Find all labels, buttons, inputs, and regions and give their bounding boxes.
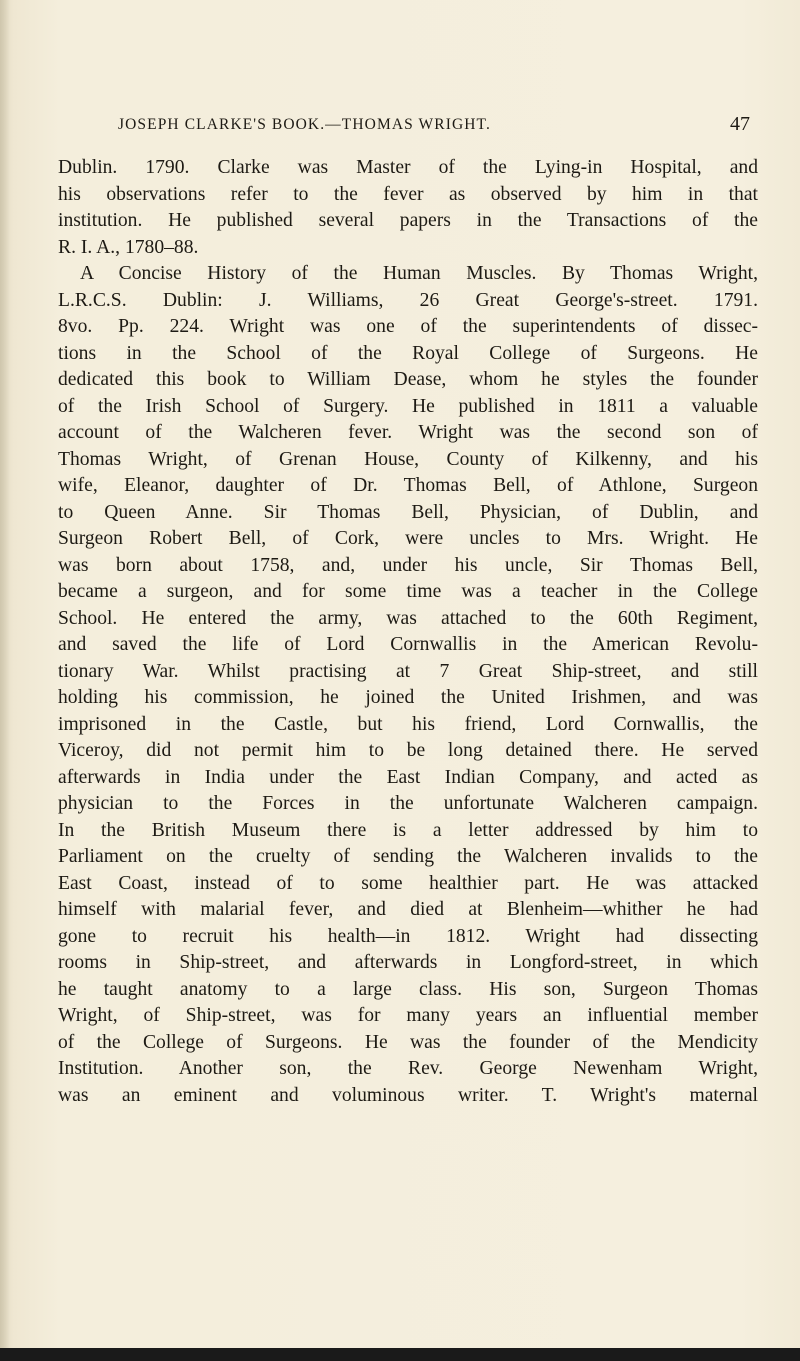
text-line: In the British Museum there is a letter addressed by him to	[58, 819, 758, 841]
text-line: School. He entered the army, was attached to the 60th Regiment,	[58, 607, 758, 629]
text-line: he taught anatomy to a large class. His son, Surgeon Thomas	[58, 978, 758, 1000]
text-line: gone to recruit his health—in 1812. Wright had dissecting	[58, 925, 758, 947]
text-line: Dublin. 1790. Clarke was Master of the Lying-in Hospital, and	[58, 157, 758, 178]
text-line: A Concise History of the Human Muscles. By Thomas Wright,	[80, 263, 758, 284]
text-line: became a surgeon, and for some time was a teacher in the College	[58, 581, 758, 602]
text-line: afterwards in India under the East Indian Company, and acted as	[58, 766, 758, 788]
text-line: of the College of Surgeons. He was the founder of the Mendicity	[58, 1031, 758, 1053]
text-line: was born about 1758, and, under his uncle, Sir Thomas Bell,	[58, 554, 758, 576]
running-title: JOSEPH CLARKE'S BOOK.—THOMAS WRIGHT.	[118, 116, 491, 133]
running-head	[118, 113, 750, 140]
text-line: holding his commission, he joined the United Irishmen, and was	[58, 687, 758, 708]
text-line: 8vo. Pp. 224. Wright was one of the superintendents of dissec-	[58, 316, 758, 337]
text-line: R. I. A., 1780–88.	[58, 236, 199, 258]
text-line: dedicated this book to William Dease, whom he styles the founder	[58, 369, 758, 390]
text-line: institution. He published several papers in the Transactions of the	[58, 210, 758, 231]
text-line: was an eminent and voluminous writer. T. Wright's maternal	[58, 1084, 758, 1106]
body-text	[58, 155, 758, 1109]
text-line: Thomas Wright, of Grenan House, County of Kilkenny, and his	[58, 448, 758, 470]
text-line: Parliament on the cruelty of sending the Walcheren invalids to the	[58, 846, 758, 867]
text-line: Institution. Another son, the Rev. George Newenham Wright,	[58, 1058, 758, 1079]
text-line: of the Irish School of Surgery. He published in 1811 a valuable	[58, 395, 758, 417]
text-line: account of the Walcheren fever. Wright was the second son of	[58, 422, 758, 443]
text-line: and saved the life of Lord Cornwallis in the American Revolu-	[58, 634, 758, 655]
text-line: East Coast, instead of to some healthier part. He was attacked	[58, 872, 758, 894]
text-line: L.R.C.S. Dublin: J. Williams, 26 Great George's-street. 1791.	[58, 289, 758, 311]
text-line: Surgeon Robert Bell, of Cork, were uncles to Mrs. Wright. He	[58, 528, 758, 549]
text-line: his observations refer to the fever as observed by him in that	[58, 183, 758, 205]
text-line: Wright, of Ship-street, was for many years an influential member	[58, 1005, 758, 1026]
text-line: to Queen Anne. Sir Thomas Bell, Physician, of Dublin, and	[58, 501, 758, 523]
bottom-scan-edge	[0, 1348, 800, 1361]
text-line: Viceroy, did not permit him to be long detained there. He served	[58, 740, 758, 761]
text-line: tionary War. Whilst practising at 7 Great Ship-street, and still	[58, 660, 758, 682]
text-line: physician to the Forces in the unfortunate Walcheren campaign.	[58, 793, 758, 814]
text-line: wife, Eleanor, daughter of Dr. Thomas Bell, of Athlone, Surgeon	[58, 475, 758, 496]
text-line: imprisoned in the Castle, but his friend, Lord Cornwallis, the	[58, 713, 758, 735]
text-line: himself with malarial fever, and died at Blenheim—whither he had	[58, 899, 758, 920]
page-gutter-shadow	[0, 0, 10, 1361]
text-line: rooms in Ship-street, and afterwards in Longford-street, in which	[58, 952, 758, 973]
text-line: tions in the School of the Royal College of Surgeons. He	[58, 342, 758, 364]
page-number: 47	[730, 113, 750, 135]
